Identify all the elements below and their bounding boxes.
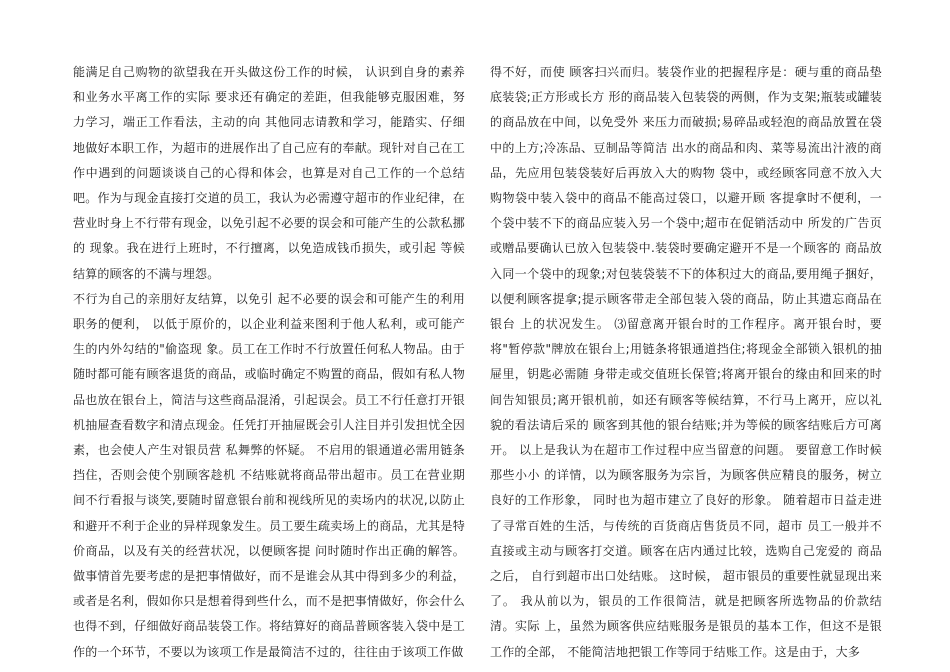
right-column <box>490 60 882 659</box>
left-paragraph-1: 能满足自己购物的欲望我在开头做这份工作的时候， 认识到自身的素养和业务水平离工作的实际 要求还有确定的差距，但我能够克服困难，努力学习，端正工作看法，主动的向 其他同志请教和学习，能踏实、仔细地做好本职工作，为超市的进展作出了自己应有的奉献。现针对自己在工作中遇到的问题谈谈自己的心得和体会，也算是对自己工作的一个总结吧。作为与现金直接打交道的员工，我认为必需遵守超市的作业纪律，在营业时身上不行带有现金，以免引起不必要的误会和可能产生的公款私挪的 现象。我在进行上班时，不行擅离，以免造成钱币损失，或引起 等候结算的顾客的不满与埋怨。 <box>73 65 465 281</box>
left-paragraph-2: 不行为自己的亲朋好友结算，以免引 起不必要的误会和可能产生的利用职务的便利， 以低于原价的，以企业利益来图利于他人私利，或可能产生的内外勾结的"偷盗现 象。员工在工作时不行放置任何私人物品。由于随时都可能有顾客退货的商品，或临时确定不购置的商品，假如有私人物品也放在银台上，简洁与这些商品混淆，引起误会。员工不行任意打开银机抽屉查看数字和清点现金。任凭打开抽屉既会引人注目并引发担忧全因素，也会使人产生对银员营 私舞弊的怀疑。 不启用的银通道必需用链条挡住，否则会使个别顾客趁机 不结账就将商品带出超市。员工在营业期间不行看报与谈笑,要随时留意银台前和视线所见的卖场内的状况,以防止和避开不利于企业的异样现象发生。员工要生疏卖场上的商品，尤其是特价商品，以及有关的经营状况，以便顾客提 问时随时作出正确的解答。做事情首先要考虑的是把事情做好，而不是谁会从其中得到多少的利益，或者是名利，假如你只是想着得到些什么，而不是把事情做好，你会什么也得不到，仔细做好商品装袋工作。将结算好的商品普顾客装入袋中是工作的一个环节，不要以为该项工作是最简洁不过的，往往由于该项工作做 <box>73 291 465 659</box>
right-paragraph-1: 得不好，而使 顾客扫兴而归。装袋作业的把握程序是：硬与重的商品垫底装袋;正方形或长方 形的商品装入包装袋的两侧，作为支架;瓶装或罐装的商品放在中间，以免受外 来压力而破损;易碎品或轻泡的商品放置在袋中的上方;冷冻品、豆制品等简洁 出水的商品和肉、菜等易流出汁液的商品，先应用包装袋装好后再放入大的购物 袋中，或经顾客同意不放入大购物袋中装入袋中的商品不能高过袋口，以避开顾 客提拿时不便利，一个袋中装不下的商品应装入另一个袋中;超市在促销活动中 所发的广告页或赠品要确认已放入包装袋中.装袋时要确定避开不是一个顾客的 商品放入同一个袋中的现象;对包装袋装不下的体积过大的商品,要用绳子捆好， 以便利顾客提拿;提示顾客带走全部包装入袋的商品，防止其遗忘商品在银台 上的状况发生。 ⑶留意离开银台时的工作程序。离开银台时，要将"暂停款"牌放在银台上;用链条将银通道挡住;将现金全部锁入银机的抽屉里，钥匙必需随 身带走或交值班长保管;将离开银台的缘由和回来的时间告知银员;离开银机前，如还有顾客等候结算，不行马上离开，应以礼貌的看法请后采的 顾客到其他的银台结账;并为等候的顾客结账后方可离开。 以上是我认为在超市工作过程中应当留意的问题。 要留意工作时候那些小小 的详情，以为顾客服务为宗旨，为顾客供应精良的服务，树立良好的工作形象， 同时也为超市建立了良好的形象。 随着超市日益走进了寻常百姓的生活，与传统的百货商店售货员不同，超市 员工一般并不直接或主动与顾客打交道。顾客在店内通过比较，选购自己宠爱的 商品之后， 自行到超市出口处结账。 这时候， 超市银员的重要性就显现出来了。 我从前以为，银员的工作很简洁，就是把顾客所选物品的价款结清。实际 上，虽然为顾客供应结账服务是银员的基本工作，但这不是银工作的全部， 不能简洁地把银工作等同于结账工作。这是由于，大多 <box>490 65 882 659</box>
left-column <box>73 60 465 659</box>
